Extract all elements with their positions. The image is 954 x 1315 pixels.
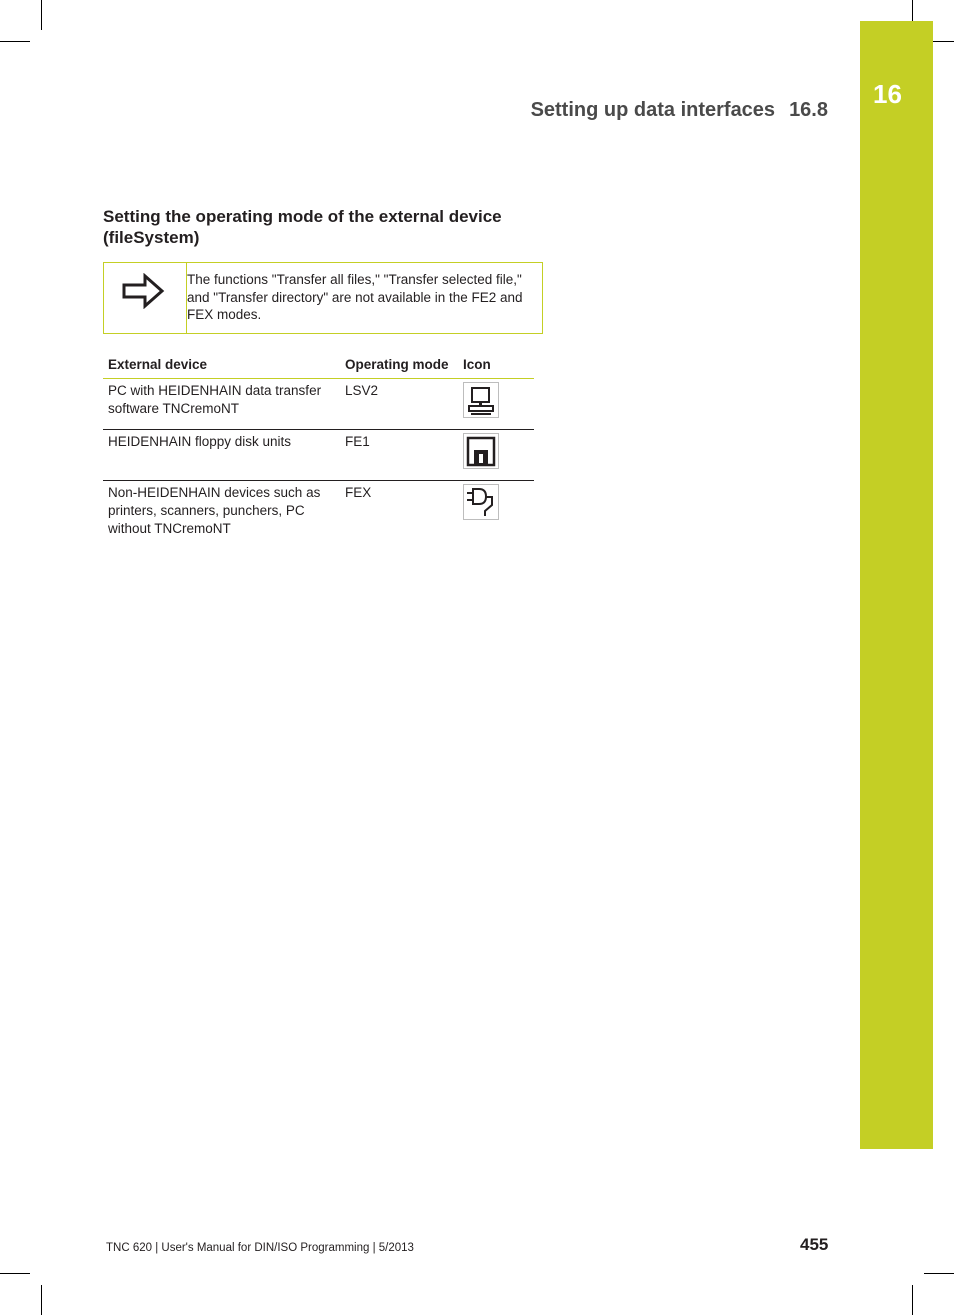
pc-icon bbox=[463, 382, 499, 418]
table-row bbox=[103, 481, 534, 545]
crop-mark bbox=[924, 1273, 954, 1274]
column-header-device: External device bbox=[103, 355, 340, 379]
table-row bbox=[103, 430, 534, 481]
note-text: The functions "Transfer all files," "Transfer selected file," and "Transfer directory" are not available in the FE2 and FEX modes. bbox=[187, 272, 523, 322]
device-cell: Non-HEIDENHAIN devices such as printers, scanners, punchers, PC without TNCremoNT bbox=[108, 485, 321, 536]
section-title: Setting up data interfaces bbox=[530, 99, 776, 121]
device-cell: HEIDENHAIN floppy disk units bbox=[103, 430, 340, 481]
crop-mark bbox=[41, 0, 42, 30]
operating-mode-table bbox=[103, 355, 534, 544]
column-header-icon: Icon bbox=[458, 355, 534, 379]
section-number: 16.8 bbox=[789, 99, 828, 121]
table-row bbox=[103, 379, 534, 430]
floppy-disk-icon bbox=[463, 433, 499, 469]
running-header bbox=[531, 99, 828, 122]
crop-mark bbox=[912, 1285, 913, 1315]
device-cell: PC with HEIDENHAIN data transfer software TNCremoNT bbox=[103, 379, 340, 430]
plug-icon bbox=[463, 484, 499, 520]
icon-cell bbox=[458, 379, 534, 430]
note-icon-cell bbox=[104, 263, 187, 333]
column-header-mode: Operating mode bbox=[340, 355, 458, 379]
crop-mark bbox=[0, 1273, 30, 1274]
table-header-row bbox=[103, 355, 534, 379]
note-box bbox=[103, 262, 543, 334]
chapter-number: 16 bbox=[873, 79, 902, 109]
icon-cell bbox=[458, 430, 534, 481]
chapter-tab bbox=[860, 21, 933, 1149]
mode-cell: FE1 bbox=[340, 430, 458, 481]
crop-mark bbox=[0, 41, 30, 42]
page-number: 455 bbox=[800, 1235, 829, 1254]
mode-cell: FEX bbox=[345, 485, 372, 500]
icon-cell bbox=[458, 481, 534, 545]
footer-text: TNC 620 | User's Manual for DIN/ISO Programming | 5/2013 bbox=[106, 1242, 414, 1254]
mode-cell: LSV2 bbox=[340, 379, 458, 430]
section-heading: Setting the operating mode of the external device (fileSystem) bbox=[103, 207, 502, 247]
crop-mark bbox=[41, 1285, 42, 1315]
